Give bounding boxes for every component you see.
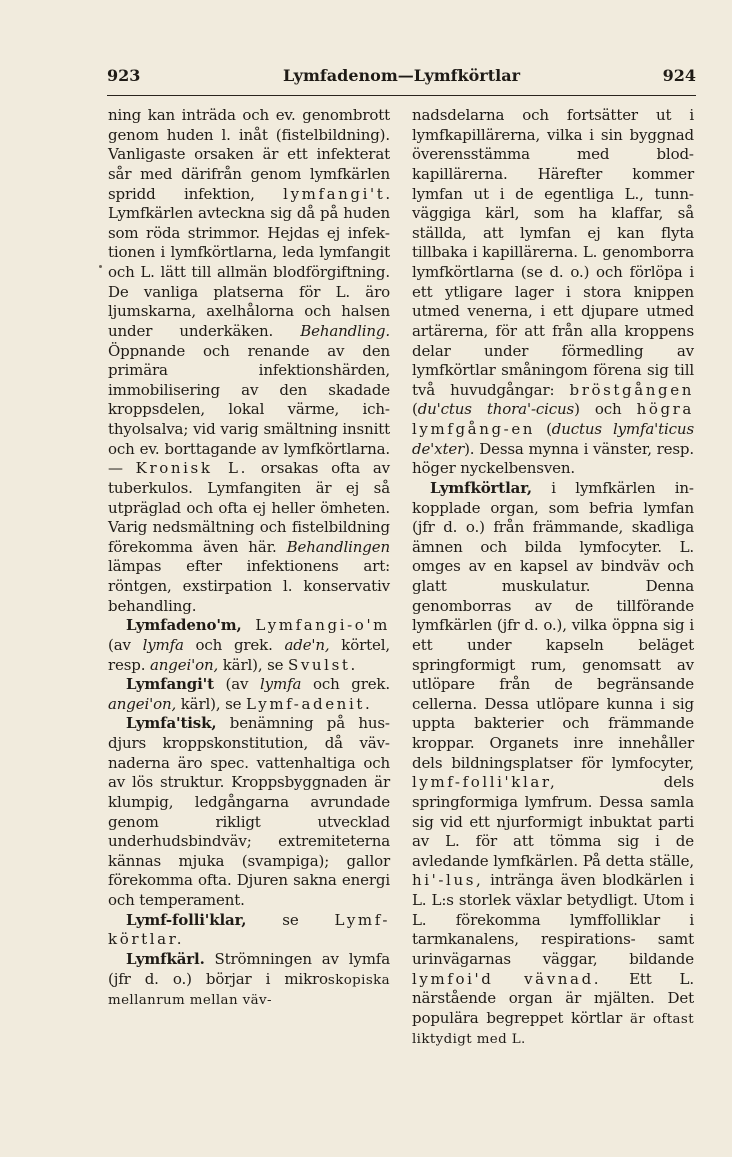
right-column — [412, 106, 694, 1050]
entry-lymfkarl: Lymfkärl. Strömningen av lymfa (jfr d. o.) börjar i mikroskopiska mellanrum mellan väv- — [108, 949, 390, 1009]
page-header — [107, 66, 696, 94]
entry-lymfkortlar: Lymfkörtlar, i lymfkärlen inkopplade organ, som befria lymfan (jfr d. o.) från främmande, skadliga ämnen och bilda lymfocyter. L. omges av en kapsel av bindväv och glatt muskulatur. Denna genomborras av de tillförande lymfkärlen (jfr d. o.), vilka öppna sig i ett under kapseln beläget springformigt rum, genomsatt av utlöpare från de begränsande cellerna. Dessa utlöpare kunna i sig uppta bakterier och främmande kroppar. Organets inre innehåller dels bildningsplatser för lymfocyter, lymf-folli'klar, dels springformiga lymfrum. Dessa samla sig vid ett njurformigt inbuktat parti av L. för att tömma sig i de avledande lymfkärlen. På detta ställe, hi'-lus, inträngа även blodkärlen i L. L:s storlek växlar betydligt. Utom i L. förekomma lymffolliklar i tarmkanalens, respirations- samt urinvägarnas väggar, bildande lymfoi'd vävnad. Ett L. närstående organ är mjälten. Det populära begreppet körtlar är oftast liktydigt med L. — [412, 478, 694, 1048]
entry-lymfangit: Lymfangi't (av lymfa och grek. angei'on, kärl), se Lymf-adenit. — [108, 675, 390, 713]
entry-lymfkarl-continued: nadsdelarna och fortsätter ut i lymfkapillärerna, vilka i sin byggnad överensstämma med blodkapillärerna. Härefter kommer lymfan ut i de egentliga L., tunnväggiga kärl, som ha klaffar, så ställda, att lymfan ej kan flyta tillbaka i kapillärerna. L. genomborra lymfkörtlarna (se d. o.) och förlöpa i ett ytligare lager i stora knippen utmed venerna, i ett djupare utmed artärerna, för att från alla kroppens delar under förmedling av lymfkörtlar småningom förena sig till två huvudgångar: bröstgången (du'ctus thora'-cicus) och högra lymfgång-en (ductus lymfa'ticus de'xter). Dessa mynna i vänster, resp. höger nyckelbensven. — [412, 106, 694, 478]
left-column — [108, 106, 390, 1011]
margin-dot — [99, 265, 102, 268]
entry-lymfatisk: Lymfa'tisk, benämning på husdjurs kroppskonstitution, då vävnaderna äro spec. vattenhaltiga och av lös struktur. Kroppsbyggnaden är klumpig, ledgångarna avrundade genom rikligt utvecklad underhudsbindväv; extremiteterna kännas mjuka (svampiga); gallor förekomma ofta. Djuren sakna energi och temperament. — [108, 714, 390, 909]
entry-lymfadenom: Lymfadeno'm, Lymfangi-o'm (av lymfa och grek. ade'n, körtel, resp. angei'on, kärl), se Svulst. — [108, 616, 390, 674]
page-number-left: 923 — [107, 66, 141, 85]
header-rule — [107, 95, 696, 96]
page-number-right: 924 — [662, 66, 696, 85]
running-title: Lymfadenom—Lymfkörtlar — [283, 66, 520, 85]
entry-lymfadenit-continued: ning kan inträda och ev. genombrott genom huden l. inåt (fistelbildning). Vanligaste orsaken är ett infekterat sår med därifrån genom lymfkärlen spridd infektion, lymfangi't. Lymfkärlen avteckna sig då på huden som röda strimmor. Hejdas ej infektionen i lymfkörtlarna, leda lymfangit och L. lätt till allmän blodförgiftning. De vanliga platserna för L. äro ljumskarna, axelhålorna och halsen under underkäken. Behandling. Öppnande och renande av den primära infektionshärden, immobilisering av den skadade kroppsdelen, lokal värme, ichthyolsalva; vid varig smältning insnitt och ev. borttagande av lymfkörtlarna. — Kronisk L. orsakas ofta av tuberkulos. Lymfangiten är ej så utpräglad och ofta ej heller ömheten. Varig nedsmältning och fistelbildning förekomma även här. Behandlingen lämpas efter infektionens art: röntgen, exstirpation l. konservativ behandling. — [108, 106, 390, 615]
entry-lymf-follikar: Lymf-folli'klar, se Lymf-körtlar. — [108, 910, 390, 949]
